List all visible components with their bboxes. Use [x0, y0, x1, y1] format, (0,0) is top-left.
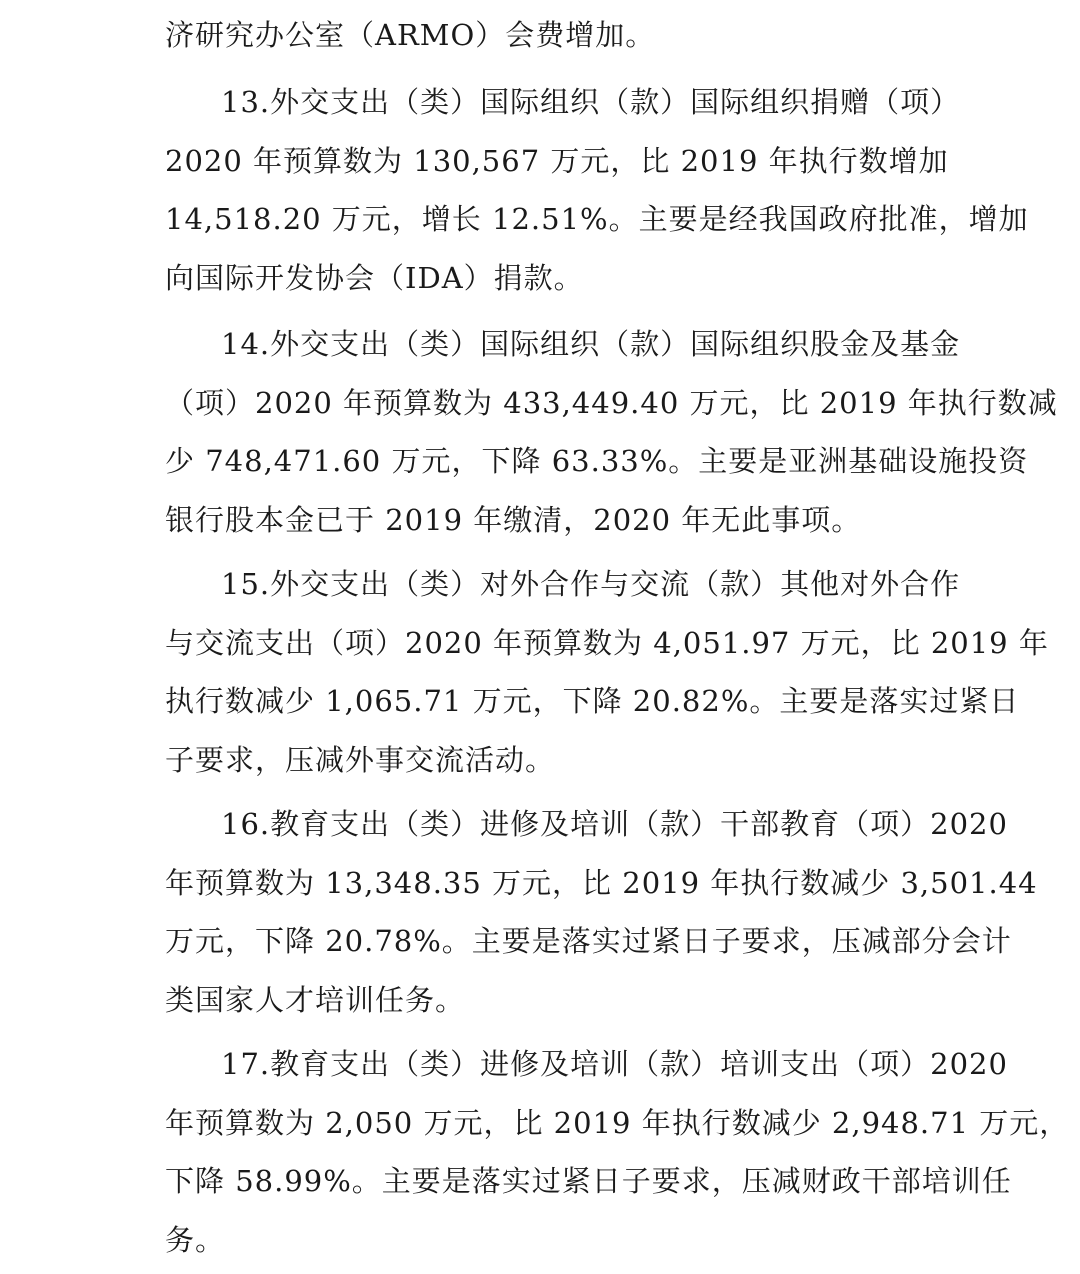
- paragraph-line: 向国际开发协会（IDA）捐款。: [165, 260, 584, 295]
- paragraph-line: 年预算数为 13,348.35 万元，比 2019 年执行数减少 3,501.44: [165, 865, 1038, 900]
- paragraph-line: 济研究办公室（ARMO）会费增加。: [165, 18, 656, 52]
- paragraph-line: （项）2020 年预算数为 433,449.40 万元，比 2019 年执行数减: [165, 385, 1058, 420]
- paragraph-line: 少 748,471.60 万元，下降 63.33%。主要是亚洲基础设施投资: [165, 444, 1029, 478]
- carryover-paragraph: [165, 6, 945, 65]
- paragraph-line: 执行数减少 1,065.71 万元，下降 20.82%。主要是落实过紧日: [165, 684, 1020, 718]
- paragraph-line: 16.教育支出（类）进修及培训（款）干部教育（项）2020: [221, 807, 1008, 841]
- paragraph-line: 万元，下降 20.78%。主要是落实过紧日子要求，压减部分会计: [165, 924, 1012, 958]
- paragraph-line: 13.外交支出（类）国际组织（款）国际组织捐赠（项）: [221, 85, 961, 119]
- paragraph-line: 14.外交支出（类）国际组织（款）国际组织股金及基金: [221, 327, 961, 361]
- paragraph-line: 与交流支出（项）2020 年预算数为 4,051.97 万元，比 2019 年: [165, 625, 1049, 660]
- paragraph-item-13: [165, 73, 1029, 307]
- paragraph-line: 17.教育支出（类）进修及培训（款）培训支出（项）2020: [221, 1047, 1008, 1081]
- paragraph-item-14: [165, 315, 1058, 549]
- paragraph-line: 下降 58.99%。主要是落实过紧日子要求，压减财政干部培训任: [165, 1164, 1012, 1198]
- paragraph-item-16: [165, 795, 1038, 1029]
- paragraph-item-17: [165, 1035, 1070, 1269]
- paragraph-line: 2020 年预算数为 130,567 万元，比 2019 年执行数增加: [165, 143, 949, 178]
- paragraph-line: 类国家人才培训任务。: [165, 982, 466, 1017]
- paragraph-line: 15.外交支出（类）对外合作与交流（款）其他对外合作: [221, 567, 961, 601]
- paragraph-line: 年预算数为 2,050 万元，比 2019 年执行数减少 2,948.71 万元，: [165, 1105, 1070, 1140]
- paragraph-line: 子要求，压减外事交流活动。: [165, 742, 556, 777]
- paragraph-line: 务。: [165, 1222, 226, 1257]
- paragraph-item-15: [165, 555, 1049, 789]
- paragraph-line: 14,518.20 万元，增长 12.51%。主要是经我国政府批准，增加: [165, 202, 1029, 236]
- paragraph-line: 银行股本金已于 2019 年缴清，2020 年无此事项。: [165, 502, 862, 537]
